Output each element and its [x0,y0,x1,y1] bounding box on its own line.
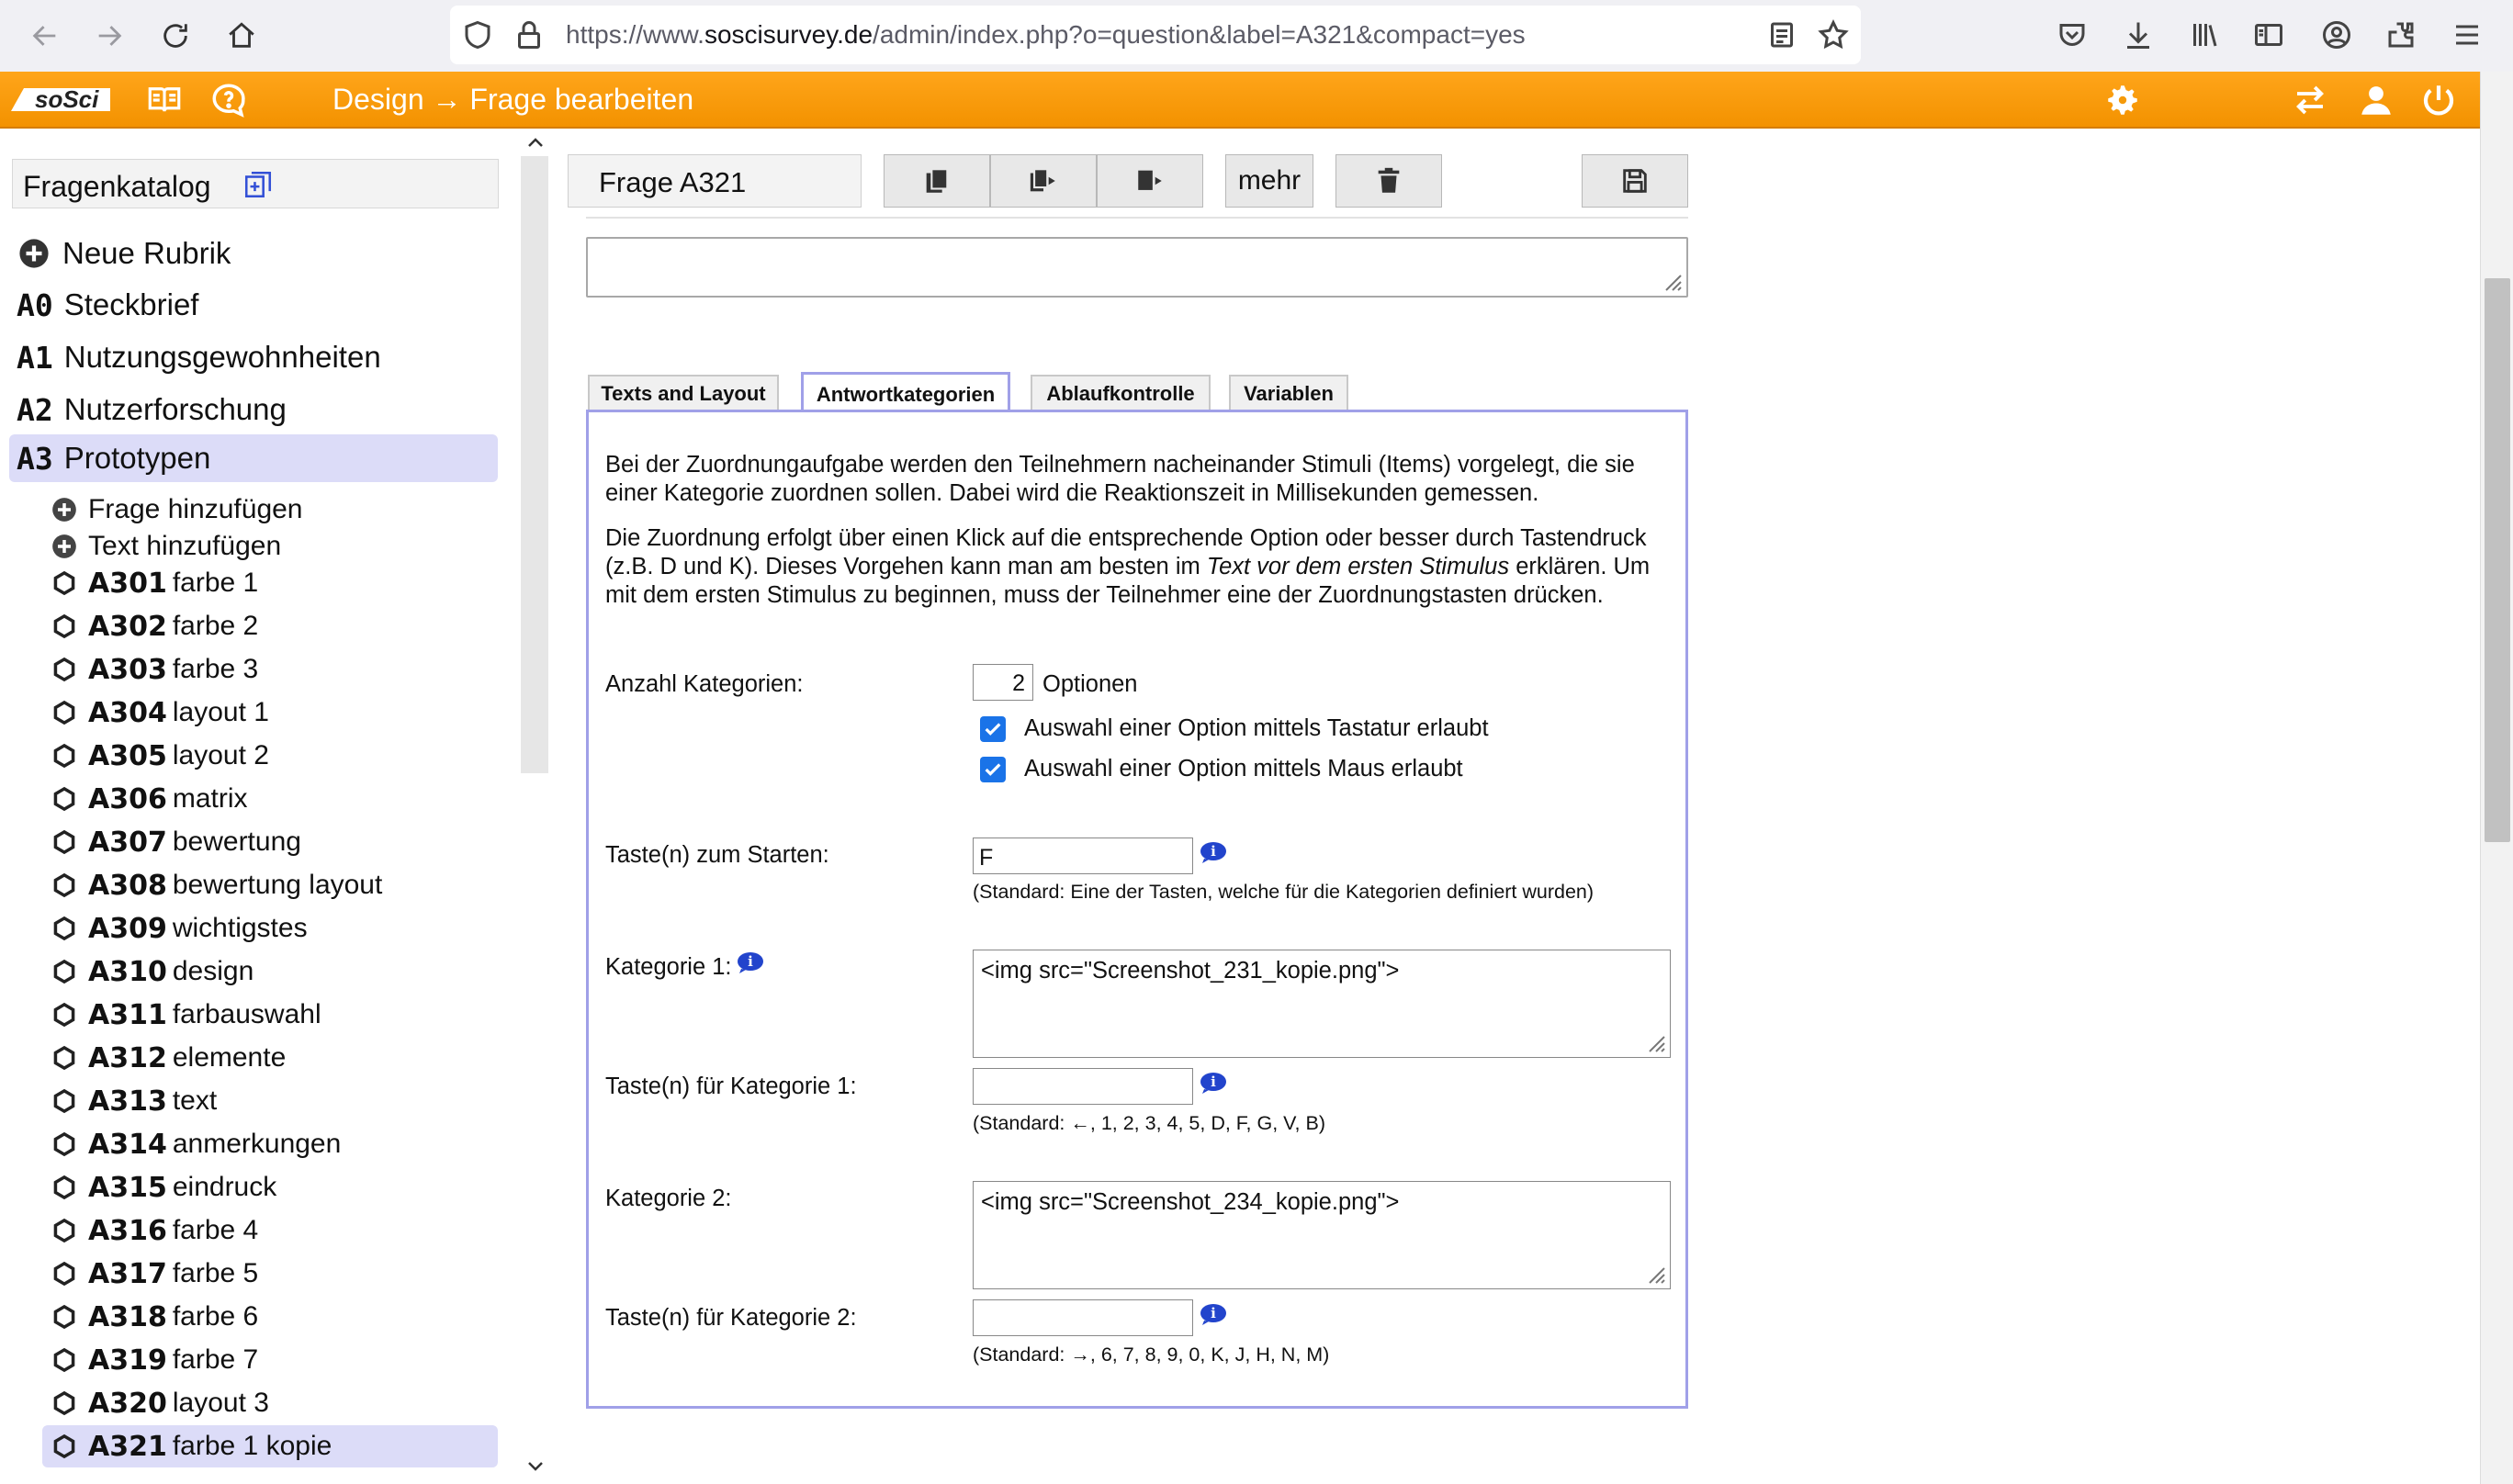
sidebar-question-a317[interactable] [51,1253,258,1295]
copy-icon [921,165,952,197]
extensions-icon[interactable] [2384,18,2417,51]
sidebar-question-a301[interactable] [51,562,258,604]
move-to-icon [1134,165,1166,197]
info-icon[interactable] [1199,1302,1228,1326]
toolbar-divider [586,217,1688,219]
catalog-title: Fragenkatalog [23,170,211,203]
question-code: A317 [88,1257,167,1290]
question-code: A305 [88,739,167,772]
question-label: farbe 2 [172,611,259,641]
copy-to-icon [1028,165,1059,197]
switch-arrows-icon[interactable] [2291,81,2329,119]
question-label: layout 3 [172,1388,269,1418]
sidebar-question-a316[interactable] [51,1209,258,1252]
question-hexagon-icon [51,1002,77,1028]
question-hexagon-icon [51,1390,77,1416]
question-label: farbe 6 [172,1301,259,1332]
question-hexagon-icon [51,1433,77,1459]
catalog-add-icon[interactable] [242,169,274,200]
logout-power-icon[interactable] [2419,81,2458,119]
category-2-keys-hint: (Standard: →, 6, 7, 8, 9, 0, K, J, H, N, M) [973,1343,1330,1366]
question-code: A320 [88,1387,167,1420]
reader-view-icon[interactable] [1765,18,1798,51]
sidebar-question-a309[interactable] [51,907,308,950]
question-label: farbe 7 [172,1344,259,1375]
pocket-icon[interactable] [2056,18,2089,51]
question-label: farbe 1 kopie [172,1431,332,1461]
new-section-label: Neue Rubrik [62,236,231,270]
info-icon[interactable] [1199,840,1228,864]
sidebar-question-a303[interactable] [51,648,258,691]
reload-icon[interactable] [152,13,198,59]
question-hexagon-icon [51,959,77,984]
answer-categories-panel [586,410,1688,1409]
category-count-unit: Optionen [1042,671,1138,697]
lock-icon[interactable] [513,18,546,51]
question-label: elemente [172,1042,287,1073]
question-code: A314 [88,1128,167,1161]
checkmark-icon [983,759,1003,780]
settings-gear-icon[interactable] [2103,81,2142,119]
question-code: A306 [88,782,167,815]
question-hexagon-icon [51,657,77,682]
question-code: A304 [88,696,167,729]
question-code: A308 [88,869,167,902]
svg-text:i: i [1211,843,1216,860]
section-item-a2[interactable]: A2 Nutzerforschung [17,391,287,428]
scroll-up-icon[interactable] [524,132,547,154]
question-code: A302 [88,610,167,643]
question-label: bewertung [172,826,301,857]
question-code: A321 [88,1430,167,1463]
start-keys-input[interactable]: F [973,838,1193,874]
question-hexagon-icon [51,1261,77,1287]
sidebar-question-a315[interactable] [51,1166,276,1209]
tab-variablen[interactable]: Variablen [1229,375,1348,411]
start-keys-hint: (Standard: Eine der Tasten, welche für die Kategorien definiert wurden) [973,881,1595,903]
question-catalog-sidebar [0,129,519,1484]
question-hexagon-icon [51,570,77,596]
catalog-header [12,159,499,208]
keyboard-selection-label: Auswahl einer Option mittels Tastatur erlaubt [1024,715,1489,741]
sidebar-question-a318[interactable] [51,1296,258,1338]
page-scrollbar[interactable] [2480,72,2513,1484]
question-label: layout 1 [172,697,269,727]
help-chat-icon[interactable] [209,81,248,119]
svg-text:i: i [1211,1074,1216,1090]
library-icon[interactable] [2188,18,2221,51]
question-label: bewertung layout [172,870,383,900]
question-label: farbe 3 [172,654,259,684]
question-label: wichtigstes [172,913,308,943]
bookmark-star-icon[interactable] [1817,18,1850,51]
question-code: A309 [88,912,167,945]
info-icon[interactable] [1199,1071,1228,1095]
category-2-textarea[interactable]: <img src="Screenshot_234_kopie.png"> [973,1181,1671,1289]
sidebar-question-a321[interactable] [42,1425,498,1467]
account-icon[interactable] [2320,18,2353,51]
question-hexagon-icon [51,1088,77,1114]
question-hexagon-icon [51,700,77,725]
question-code: A315 [88,1171,167,1204]
move-to-button[interactable] [1097,154,1203,208]
question-code: A311 [88,998,167,1031]
section-item-a3[interactable]: A3 Prototypen [9,434,498,482]
section-item-a1[interactable]: A1 Nutzungsgewohnheiten [17,339,381,376]
svg-text:i: i [748,953,753,970]
category-1-keys-hint: (Standard: ←, 1, 2, 3, 4, 5, D, F, G, V, B) [973,1112,1325,1134]
app-header [0,72,2480,129]
intro-paragraph-1: Bei der Zuordnungaufgabe werden den Teilnehmern nacheinander Stimuli (Items) vorgelegt, die sie einer Kategorie zuordnen sollen. Dabei wird die Reaktionszeit in Millisekunden gemessen. [605,452,1635,506]
sidebar-question-a319[interactable] [51,1339,258,1381]
question-label: matrix [172,783,248,814]
sidebar-question-a311[interactable] [51,994,321,1036]
question-label: farbe 5 [172,1258,259,1288]
sidebar-question-a320[interactable] [51,1382,269,1424]
scroll-down-icon[interactable] [524,1455,547,1477]
keyboard-selection-checkbox[interactable] [980,716,1006,742]
question-code: A318 [88,1300,167,1333]
question-title: Frage A321 [568,154,862,208]
question-hexagon-icon [51,829,77,855]
resize-grip-icon[interactable] [1642,1029,1666,1053]
start-keys-label: Taste(n) zum Starten: [605,842,829,868]
question-hexagon-icon [51,916,77,941]
svg-text:soSci: soSci [35,85,99,113]
resize-grip-icon[interactable] [1659,268,1683,292]
section-item-a0[interactable]: A0 Steckbrief [17,287,199,323]
sidebar-question-a304[interactable] [51,691,269,734]
download-icon[interactable] [2122,18,2155,51]
question-label: eindruck [172,1172,277,1202]
question-hexagon-icon [51,1131,77,1157]
question-label: farbe 4 [172,1215,259,1245]
sidebar-question-a310[interactable] [51,950,254,993]
question-code: A307 [88,826,167,859]
question-code: A313 [88,1085,167,1118]
shield-icon[interactable] [461,18,494,51]
question-label: design [172,956,254,986]
home-icon[interactable] [219,13,265,59]
forward-icon[interactable] [86,13,132,59]
resize-grip-icon[interactable] [1642,1261,1666,1285]
question-label: anmerkungen [172,1129,342,1159]
trash-icon [1373,165,1404,197]
sidebar-question-a302[interactable] [51,605,258,647]
tab-texts-and-layout[interactable]: Texts and Layout [588,375,779,411]
category-1-textarea[interactable]: <img src="Screenshot_231_kopie.png"> [973,950,1671,1058]
manual-book-icon[interactable] [145,81,184,119]
category-2-keys-input[interactable] [973,1299,1193,1336]
question-hexagon-icon [51,1347,77,1373]
info-icon[interactable] [736,950,765,974]
add-circle-icon [51,534,77,559]
question-code: A310 [88,955,167,988]
page-title: Design → Frage bearbeiten [332,83,694,116]
page-scrollbar-thumb[interactable] [2485,278,2510,842]
question-label: farbauswahl [172,999,321,1029]
question-comment-textarea[interactable] [586,237,1688,298]
sidebar-scrollbar[interactable] [519,129,552,1484]
sidebar-question-a312[interactable] [51,1037,286,1079]
save-disk-icon [1619,165,1651,197]
sidebar-question-a306[interactable] [51,778,248,820]
sidebar-question-a307[interactable] [51,821,301,863]
category-2-label: Kategorie 2: [605,1186,732,1211]
question-hexagon-icon [51,1218,77,1243]
tab-ablaufkontrolle[interactable]: Ablaufkontrolle [1031,375,1211,411]
back-icon[interactable] [22,13,68,59]
category-count-input[interactable]: 2 [973,664,1033,701]
question-hexagon-icon [51,613,77,639]
menu-icon[interactable] [2451,18,2484,51]
question-code: A319 [88,1343,167,1377]
question-label: layout 2 [172,740,269,770]
user-icon[interactable] [2357,81,2395,119]
category-1-keys-label: Taste(n) für Kategorie 1: [605,1074,857,1099]
save-button[interactable] [1582,154,1688,208]
more-button[interactable]: mehr [1225,154,1313,208]
tab-antwortkategorien[interactable]: Antwortkategorien [801,372,1010,414]
address-bar[interactable] [450,6,1861,64]
question-hexagon-icon [51,743,77,769]
category-1-keys-input[interactable] [973,1068,1193,1105]
new-section-button[interactable] [13,230,231,277]
checkmark-icon [983,719,1003,739]
question-hexagon-icon [51,1304,77,1330]
browser-toolbar [0,0,2513,72]
question-hexagon-icon [51,786,77,812]
add-circle-icon [51,497,77,523]
svg-text:i: i [1211,1305,1216,1321]
intro-paragraph-2: Die Zuordnung erfolgt über einen Klick auf die entsprechende Option oder besser durch Tastendruck (z.B. D und K). Dieses Vorgehen kann man am besten im Text vor dem ersten Stimulus erklären. Um mit dem ersten Stimulus zu beginnen, muss der Teilnehmer eine der Zuordnungstasten drücken. [605,525,1651,608]
category-1-label: Kategorie 1: [605,954,732,980]
add-question-button[interactable]: Frage hinzufügen [51,489,303,531]
question-hexagon-icon [51,872,77,898]
category-count-label: Anzahl Kategorien: [605,671,804,697]
add-text-button[interactable]: Text hinzufügen [51,525,281,568]
mouse-selection-label: Auswahl einer Option mittels Maus erlaubt [1024,756,1463,781]
add-circle-icon [18,238,50,269]
question-label: text [172,1085,218,1116]
question-hexagon-icon [51,1045,77,1071]
sidebar-question-a305[interactable] [51,735,269,777]
question-label: farbe 1 [172,568,259,598]
question-hexagon-icon [51,1175,77,1200]
sidebar-toggle-icon[interactable] [2252,18,2285,51]
category-2-keys-label: Taste(n) für Kategorie 2: [605,1305,857,1331]
soscisurvey-logo[interactable] [7,81,113,116]
sidebar-question-a308[interactable] [51,864,382,906]
url-text[interactable]: https://www.soscisurvey.de/admin/index.php?o=question&label=A321&compact=yes [566,20,1526,49]
question-code: A312 [88,1041,167,1074]
question-code: A301 [88,567,167,600]
delete-button[interactable] [1335,154,1442,208]
sidebar-question-a314[interactable] [51,1123,341,1165]
question-code: A316 [88,1214,167,1247]
sidebar-question-a313[interactable] [51,1080,217,1122]
sidebar-scrollbar-thumb[interactable] [521,156,548,773]
copy-to-button[interactable] [990,154,1097,208]
duplicate-button[interactable] [884,154,990,208]
mouse-selection-checkbox[interactable] [980,757,1006,782]
question-code: A303 [88,653,167,686]
